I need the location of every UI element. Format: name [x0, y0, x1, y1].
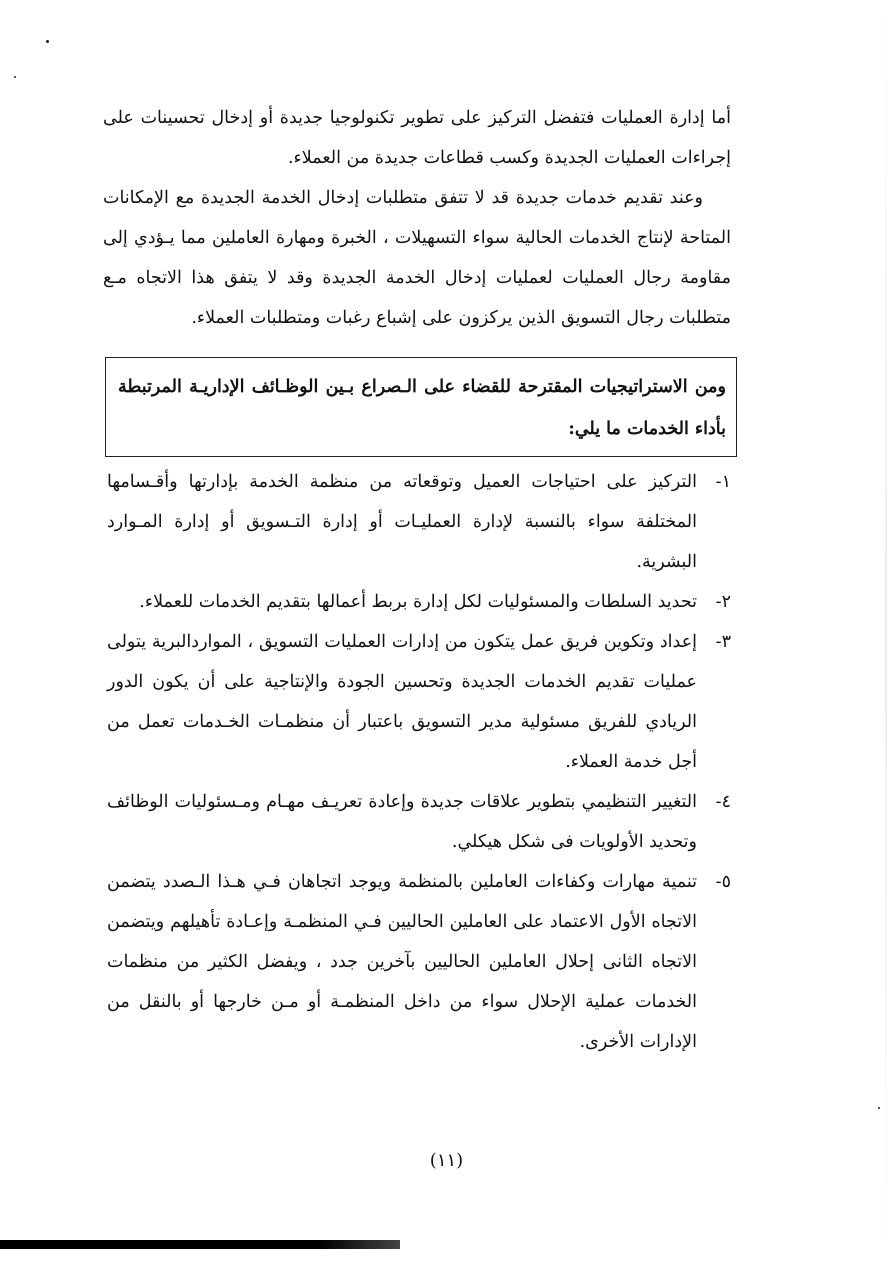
list-item-text: إعداد وتكوين فريق عمل يتكون من إدارات العمليات التسويق ، المواردالبرية يتولى عمليات تقديم الخدمات الجديدة وتحسين الجودة والإنتاجية على أن يكون الدور الريادي للفريق مسئولية مدير التسويق باعتبار أن منظمـات الخـدمات تعمل من أجل خدمة العملاء.	[107, 632, 697, 772]
list-item-number: ٣-	[715, 632, 731, 652]
strategies-heading-box	[105, 357, 737, 457]
list-item-number: ٥-	[715, 872, 731, 892]
list-item-text: تحديد السلطات والمسئوليات لكل إدارة بربط أعمالها بتقديم الخدمات للعملاء.	[139, 592, 697, 612]
list-item-number: ١-	[715, 472, 731, 492]
strategies-list	[107, 462, 731, 1062]
list-item	[107, 622, 731, 782]
intro-paragraph-1: أما إدارة العمليات فتفضل التركيز على تطوير تكنولوجيا جديدة أو إدخال تحسينات على إجراءات العمليات الجديدة وكسب قطاعات جديدة من العملاء.	[103, 108, 731, 168]
list-item	[107, 582, 731, 622]
scan-edge-shadow	[885, 0, 887, 1263]
list-item-text: التركيز على احتياجات العميل وتوقعاته من منظمة الخدمة بإدارتها وأقـسامها المختلفة سواء بالنسبة لإدارة العمليـات أو إدارة التـسويق أو إدارة المـوارد البشرية.	[107, 472, 697, 572]
intro-paragraph-2: وعند تقديم خدمات جديدة قد لا تتفق متطلبات إدخال الخدمة الجديدة مع الإمكانات المتاحة لإنتاج الخدمات الحالية سواء التسهيلات ، الخبرة ومهارة العاملين مما يـؤدي إلى مقاومة رجال العمليات لعمليات إدخال الخدمة الجديدة وقد لا يتفق هذا الاتجاه مـع متطلبات رجال التسويق الذين يركزون على إشباع رغبات ومتطلبات العملاء.	[103, 188, 731, 328]
list-item	[107, 782, 731, 862]
list-item	[107, 862, 731, 1062]
intro-text	[103, 98, 731, 338]
page-number: (١١)	[429, 1150, 464, 1171]
list-item-number: ٤-	[715, 792, 731, 812]
scan-border-bar	[0, 1240, 400, 1249]
scan-speck	[14, 76, 16, 78]
list-item-text: تنمية مهارات وكفاءات العاملين بالمنظمة ويوجد اتجاهان فـي هـذا الـصدد يتضمن الاتجاه الأول الاعتماد على العاملين الحاليين فـي المنظمـة وإعـادة تأهيلهم ويتضمن الاتجاه الثانى إحلال العاملين الحاليين بآخرين جدد ، ويفضل الكثير من منظمات الخدمات عملية الإحلال سواء من داخل المنظمـة أو مـن خارجها أو بالنقل من الإدارات الأخرى.	[107, 872, 697, 1052]
list-item-number: ٢-	[715, 592, 731, 612]
scan-speck	[46, 40, 49, 43]
list-item	[107, 462, 731, 582]
strategies-heading: ومن الاستراتيجيات المقترحة للقضاء على الـصراع بـين الوظـائف الإداريـة المرتبطة بأداء الخدمات ما يلي:	[118, 377, 726, 439]
list-item-text: التغيير التنظيمي بتطوير علاقات جديدة وإعادة تعريـف مهـام ومـسئوليات الوظائف وتحديد الأولويات فى شكل هيكلي.	[107, 792, 697, 852]
scan-speck	[878, 1107, 880, 1109]
